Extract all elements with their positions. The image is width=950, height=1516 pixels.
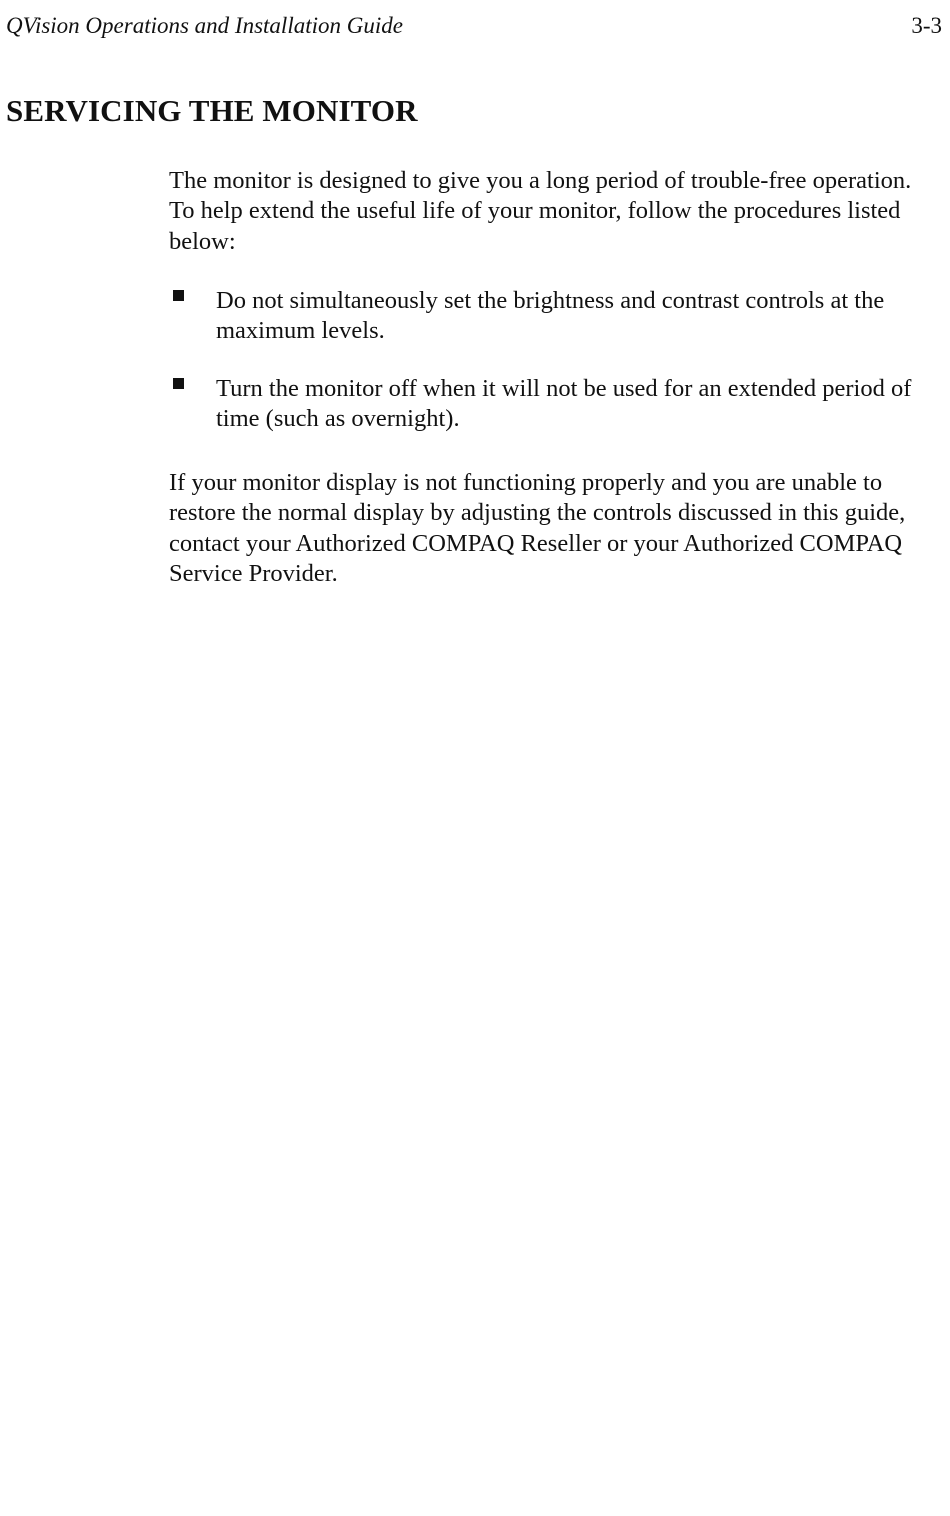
intro-paragraph: The monitor is designed to give you a long period of trouble-free operation. To help extend the useful life of your monitor, follow the procedures listed below: <box>169 167 912 255</box>
page-number: 3-3 <box>911 13 942 38</box>
closing-paragraph: If your monitor display is not functioning properly and you are unable to restore the normal display by adjusting the controls discussed in this guide, contact your Authorized COMPAQ Reseller or your Authorized COMPAQ Service Provider. <box>169 469 906 587</box>
running-title: QVision Operations and Installation Guide <box>6 13 403 38</box>
square-bullet-icon <box>173 378 184 389</box>
square-bullet-icon <box>173 290 184 301</box>
section-heading: SERVICING THE MONITOR <box>6 93 418 128</box>
list-item-text: Do not simultaneously set the brightness and contrast controls at the maximum levels. <box>216 287 885 345</box>
list-item-text: Turn the monitor off when it will not be used for an extended period of time (such as overnight). <box>216 375 912 433</box>
running-header <box>6 12 942 42</box>
